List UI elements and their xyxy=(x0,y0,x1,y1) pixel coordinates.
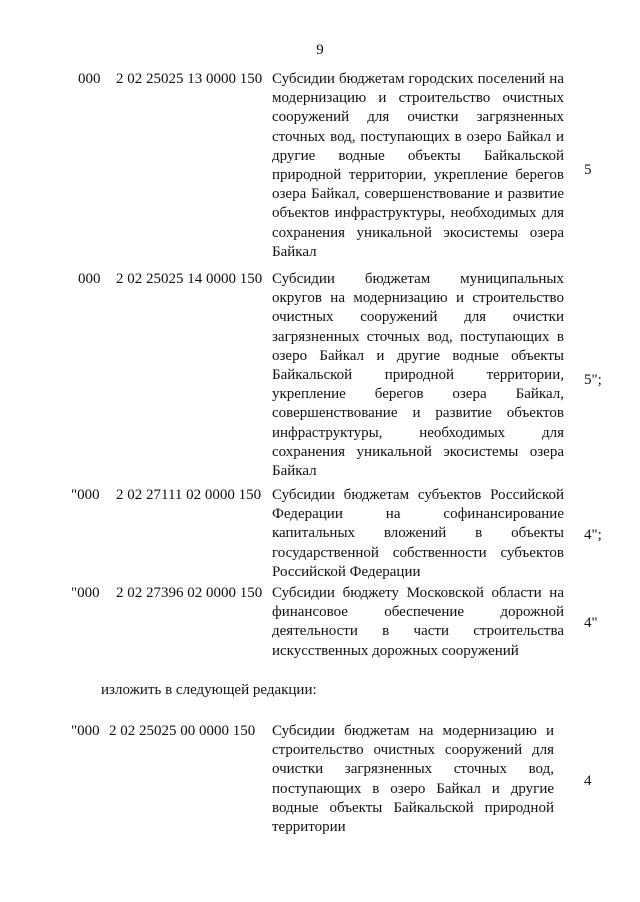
row-value: 4 xyxy=(584,773,592,789)
budget-code: 2 02 25025 13 0000 150 xyxy=(116,71,263,87)
budget-code: 2 02 25025 00 0000 150 xyxy=(109,723,256,739)
budget-code: 2 02 25025 14 0000 150 xyxy=(116,271,263,287)
code-prefix: 000 xyxy=(78,71,101,87)
row-value: 4" xyxy=(584,615,598,631)
code-prefix: 000 xyxy=(78,271,101,287)
row-value: 4"; xyxy=(584,527,602,543)
budget-code: 2 02 27111 02 0000 150 xyxy=(116,487,262,503)
code-prefix: "000 xyxy=(71,585,100,601)
row-description: Субсидии бюджетам субъектов Российской Федерации на софинансирование капитальных вложений в объекты государственной собственности субъектов Российской Федерации xyxy=(272,487,564,580)
row-description: Субсидии бюджету Московской области на финансовое обеспечение дорожной деятельности в части строительства искусственных дорожных сооружений xyxy=(272,585,564,659)
budget-code: 2 02 27396 02 0000 150 xyxy=(116,585,263,601)
row-value: 5"; xyxy=(584,372,602,388)
code-prefix: "000 xyxy=(71,723,100,739)
row-value: 5 xyxy=(584,162,592,178)
page-number: 9 xyxy=(316,42,324,58)
row-description: Субсидии бюджетам городских поселений на модернизацию и строительство очистных сооружений для очистки загрязненных сточных вод, поступающих в озеро Байкал и другие водные объекты Байкальской природной территории, укрепление берегов озера Байкал, совершенствование и развитие объектов инфраструктуры, необходимых для сохранения уникальной экосистемы озера Байкал xyxy=(272,71,564,260)
code-prefix: "000 xyxy=(71,487,100,503)
row-description: Субсидии бюджетам на модернизацию и строительство очистных сооружений для очистки загрязненных сточных вод, поступающих в озеро Байкал и другие водные объекты Байкальской природной территории xyxy=(272,723,554,836)
row-description: Субсидии бюджетам муниципальных округов на модернизацию и строительство очистных сооружений для очистки загрязненных сточных вод, поступающих в озеро Байкал и другие водные объекты Байкальской природной территории, укрепление берегов озера Байкал, совершенствование и развитие объектов инфраструктуры, необходимых для сохранения уникальной экосистемы озера Байкал xyxy=(272,271,564,480)
instruction-text: изложить в следующей редакции: xyxy=(101,682,317,698)
